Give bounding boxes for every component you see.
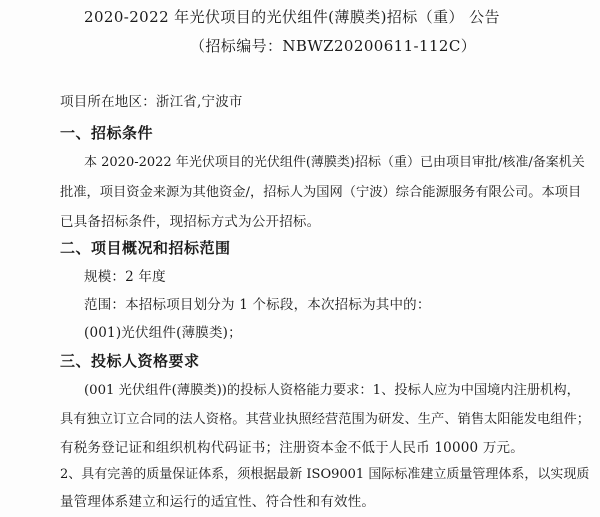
section1-paragraph-line: 已具备招标条件，现招标方式为公开招标。 [60, 214, 321, 230]
project-scale: 规模：2 年度 [84, 269, 166, 285]
section3-paragraph-line: 具有独立订立合同的法人资格。其营业执照经营范围为研发、生产、销售太阳能发电组件； [60, 412, 591, 427]
section-heading-tender-conditions: 一、招标条件 [60, 124, 154, 142]
tender-lot: (001)光伏组件(薄膜类)； [84, 325, 242, 341]
section3-paragraph-line: 有税务登记证和组织机构代码证书；注册资本金不低于人民币 10000 万元。 [60, 440, 524, 456]
document-title: 2020-2022 年光伏项目的光伏组件(薄膜类)招标（重） 公告 [84, 8, 500, 26]
tender-number: （招标编号：NBWZ20200611-112C） [190, 37, 477, 55]
section1-paragraph-line: 批准，项目资金来源为其他资金/，招标人为国网（宁波）综合能源服务有限公司。本项目 [60, 185, 582, 200]
section-heading-bidder-qualifications: 三、投标人资格要求 [60, 352, 200, 370]
tender-scope: 范围：本招标项目划分为 1 个标段，本次招标为其中的： [84, 297, 431, 313]
project-location: 项目所在地区：浙江省,宁波市 [60, 94, 243, 110]
section3-paragraph-line: 2、具有完善的质量保证体系，须根据最新 ISO9001 国际标准建立质量管理体系，以实现质 [60, 467, 590, 482]
section1-paragraph-line: 本 2020-2022 年光伏项目的光伏组件(薄膜类)招标（重）已由项目审批/核准/备案机关 [84, 155, 585, 170]
section3-paragraph-line: 量管理体系建立和运行的适宜性、符合性和有效性。 [60, 494, 376, 510]
section3-paragraph-line: (001 光伏组件(薄膜类))的投标人资格能力要求：1、投标人应为中国境内注册机构， [84, 383, 580, 398]
section-heading-project-overview: 二、项目概况和招标范围 [60, 239, 231, 257]
